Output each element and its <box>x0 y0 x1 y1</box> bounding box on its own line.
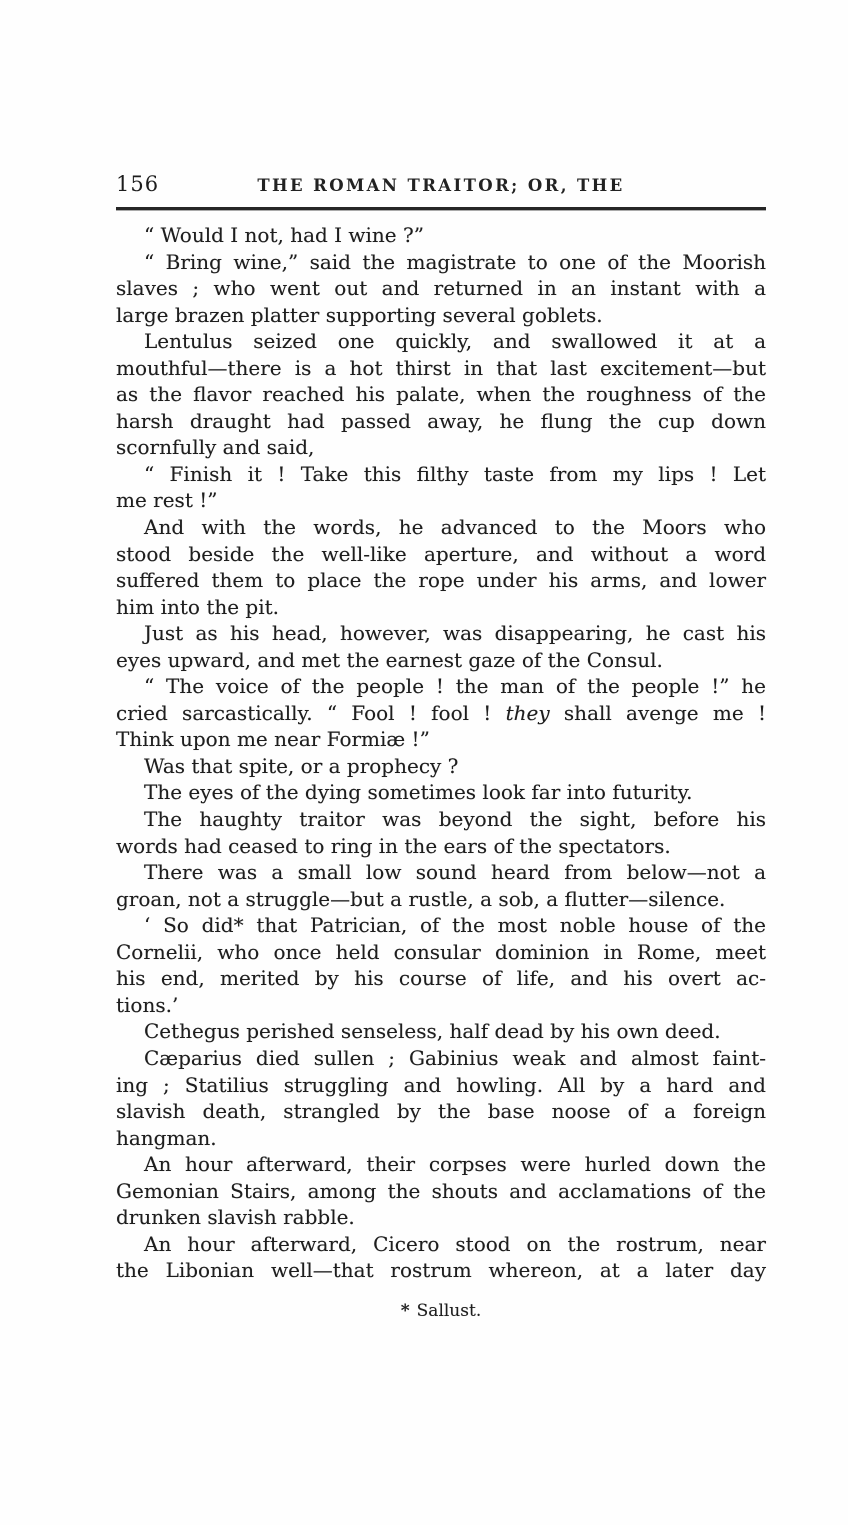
text-segment: There was a small low sound heard from below—not a <box>144 860 766 885</box>
text-line <box>116 381 766 408</box>
text-segment: shall avenge me ! <box>549 700 766 725</box>
text-segment: the Libonian well—that rostrum whereon, at a later day <box>116 1258 766 1283</box>
text-segment: him into the pit. <box>116 594 280 619</box>
text-segment: Cethegus perished senseless, half dead by his own deed. <box>144 1019 721 1044</box>
paragraph <box>116 328 766 461</box>
text-segment: “ Would I not, had I wine ?” <box>144 223 424 247</box>
text-line <box>116 222 766 249</box>
text-line <box>116 833 766 860</box>
text-segment: Lentulus seized one quickly, and swallowed it at a <box>144 329 766 354</box>
header-rule-divider <box>116 207 766 210</box>
paragraph <box>116 1231 766 1284</box>
text-segment: An hour afterward, their corpses were hurled down the <box>144 1152 766 1177</box>
text-segment: stood beside the well-like aperture, and without a word <box>116 541 766 566</box>
text-segment: Cæparius died sullen ; Gabinius weak and almost faint- <box>144 1045 766 1070</box>
text-line <box>116 328 766 355</box>
page-number: 156 <box>116 172 160 196</box>
text-line <box>116 355 766 382</box>
paragraph <box>116 673 766 753</box>
text-line <box>116 514 766 541</box>
page-body <box>116 222 766 1284</box>
text-segment: The haughty traitor was beyond the sight, before his <box>144 807 766 832</box>
footnote-marker: * <box>400 1300 410 1321</box>
text-line <box>116 806 766 833</box>
paragraph <box>116 859 766 912</box>
text-line <box>116 700 766 727</box>
text-line <box>116 594 766 621</box>
text-line <box>116 302 766 329</box>
text-segment: hangman. <box>116 1125 217 1150</box>
text-line <box>116 249 766 276</box>
text-line <box>116 1204 766 1231</box>
text-line <box>116 1125 766 1152</box>
text-segment: slavish death, strangled by the base noose of a foreign <box>116 1099 766 1124</box>
text-segment: “ Bring wine,” said the magistrate to one of the Moorish <box>144 249 766 274</box>
footnote-text: Sallust. <box>416 1300 482 1321</box>
text-line <box>116 1151 766 1178</box>
text-segment: as the flavor reached his palate, when the roughness of the <box>116 382 766 407</box>
paragraph <box>116 912 766 1018</box>
text-line <box>116 726 766 753</box>
paragraph <box>116 461 766 514</box>
text-line <box>116 461 766 488</box>
text-segment: mouthful—there is a hot thirst in that last excitement—but <box>116 355 766 380</box>
text-line <box>116 487 766 514</box>
text-line <box>116 1045 766 1072</box>
text-segment: slaves ; who went out and returned in an instant with a <box>116 276 766 301</box>
text-segment: groan, not a struggle—but a rustle, a sob, a flutter—silence. <box>116 886 726 911</box>
text-line <box>116 1257 766 1284</box>
text-line <box>116 620 766 647</box>
text-segment: drunken slavish rabble. <box>116 1205 355 1230</box>
paragraph <box>116 1045 766 1151</box>
text-line <box>116 567 766 594</box>
paragraph <box>116 806 766 859</box>
italic-text: they <box>505 700 550 725</box>
paragraph <box>116 779 766 806</box>
text-line <box>116 965 766 992</box>
text-segment: “ Finish it ! Take this filthy taste from my lips ! Let <box>144 461 766 486</box>
text-segment: ‘ So did* that Patrician, of the most noble house of the <box>144 913 766 938</box>
text-line <box>116 912 766 939</box>
text-line <box>116 779 766 806</box>
text-segment: The eyes of the dying sometimes look far into futurity. <box>144 780 693 805</box>
text-line <box>116 647 766 674</box>
text-line <box>116 886 766 913</box>
running-header-title: THE ROMAN TRAITOR; OR, THE <box>257 176 625 195</box>
text-line <box>116 1098 766 1125</box>
paragraph <box>116 514 766 620</box>
paragraph <box>116 1151 766 1231</box>
text-segment: eyes upward, and met the earnest gaze of the Consul. <box>116 647 663 672</box>
text-segment: And with the words, he advanced to the Moors who <box>144 515 766 540</box>
paragraph <box>116 222 766 249</box>
text-line <box>116 753 766 780</box>
paragraph <box>116 620 766 673</box>
text-line <box>116 992 766 1019</box>
text-line <box>116 859 766 886</box>
text-segment: tions.’ <box>116 992 179 1017</box>
text-segment: suffered them to place the rope under his arms, and lower <box>116 568 766 593</box>
text-line <box>116 1018 766 1045</box>
text-line <box>116 275 766 302</box>
content-block <box>116 172 766 1321</box>
text-segment: large brazen platter supporting several goblets. <box>116 302 603 327</box>
text-line <box>116 673 766 700</box>
text-segment: ing ; Statilius struggling and howling. All by a hard and <box>116 1072 766 1097</box>
page-header <box>116 172 766 200</box>
text-segment: An hour afterward, Cicero stood on the rostrum, near <box>144 1231 766 1256</box>
text-segment: cried sarcastically. “ Fool ! fool ! <box>116 700 506 725</box>
text-line <box>116 1178 766 1205</box>
text-segment: Cornelii, who once held consular dominion in Rome, meet <box>116 939 766 964</box>
text-segment: Just as his head, however, was disappearing, he cast his <box>144 621 766 646</box>
text-segment: his end, merited by his course of life, and his overt ac- <box>116 966 766 991</box>
text-segment: words had ceased to ring in the ears of the spectators. <box>116 833 671 858</box>
text-line <box>116 541 766 568</box>
text-segment: me rest !” <box>116 488 218 513</box>
paragraph <box>116 753 766 780</box>
footnote <box>116 1301 766 1321</box>
text-segment: Think upon me near Formiæ !” <box>116 727 430 752</box>
text-line <box>116 939 766 966</box>
text-line <box>116 1231 766 1258</box>
text-segment: Gemonian Stairs, among the shouts and acclamations of the <box>116 1178 766 1203</box>
text-segment: scornfully and said, <box>116 435 315 460</box>
text-segment: “ The voice of the people ! the man of the people !” he <box>144 674 766 699</box>
text-segment: Was that spite, or a prophecy ? <box>144 753 459 778</box>
paragraph <box>116 249 766 329</box>
paragraph <box>116 1018 766 1045</box>
text-line <box>116 1072 766 1099</box>
text-line <box>116 408 766 435</box>
text-segment: harsh draught had passed away, he flung the cup down <box>116 408 766 433</box>
text-line <box>116 434 766 461</box>
